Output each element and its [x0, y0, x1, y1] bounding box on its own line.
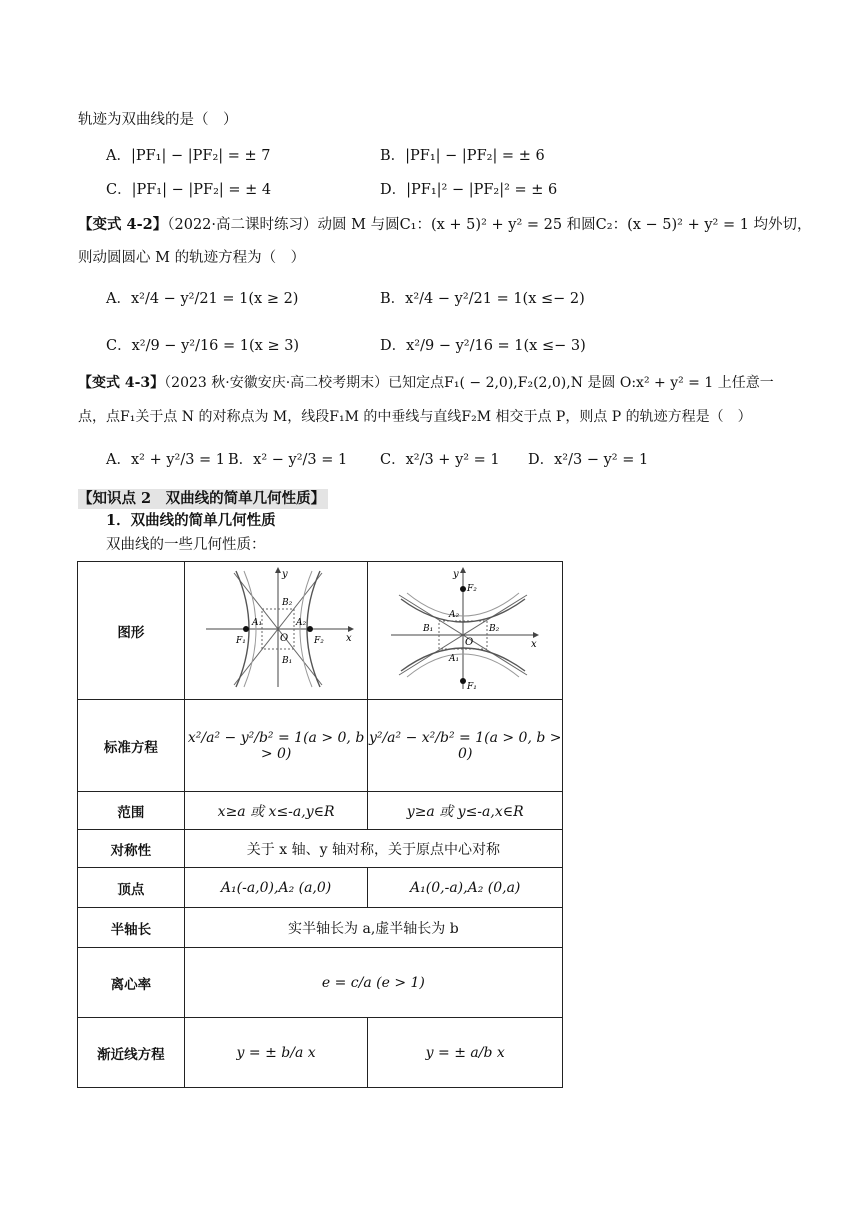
v43-option-a: A．x² + y²/3 = 1: [106, 452, 226, 468]
v43-line1: [78, 373, 774, 393]
row-equation: [78, 700, 563, 792]
row-symmetry-header: 对称性: [78, 830, 185, 868]
range-horizontal: x≥a 或 x≤-a,y∈R: [184, 792, 368, 830]
q4-option-b: B．|PF₁| − |PF₂| = ± 6: [380, 148, 545, 164]
v43-option-b: B．x² − y²/3 = 1: [228, 452, 348, 468]
v42-option-d: D．x²/9 − y²/16 = 1(x ≤− 3): [380, 338, 586, 354]
row-asymptote-header: 渐近线方程: [78, 1018, 185, 1088]
label-a1: A₁: [252, 617, 263, 628]
row-range-header: 范围: [78, 792, 185, 830]
label-f2: F₂: [314, 635, 324, 646]
row-vertex-header: 顶点: [78, 868, 185, 908]
v42-option-a: A．x²/4 − y²/21 = 1(x ≥ 2): [106, 291, 299, 307]
label-a2: A₂: [296, 617, 307, 628]
row-asymptote: [78, 1018, 563, 1088]
v42-line2: 则动圆圆心 M 的轨迹方程为（ ）: [78, 250, 306, 266]
label-o: O: [280, 632, 289, 644]
v43-option-c: C．x²/3 + y² = 1: [380, 452, 500, 468]
label-b1v: B₁: [423, 623, 434, 634]
row-axis: [78, 908, 563, 948]
range-vertical: y≥a 或 y≤-a,x∈R: [368, 792, 563, 830]
label-b1: B₁: [282, 655, 293, 666]
equation-vertical: y²/a² − x²/b² = 1(a > 0, b > 0): [368, 700, 563, 792]
row-eccentricity-header: 离心率: [78, 948, 185, 1018]
label-x2: x: [531, 638, 537, 650]
row-equation-header: 标准方程: [78, 700, 185, 792]
label-f1: F₁: [236, 635, 246, 646]
symmetry-text: 关于 x 轴、y 轴对称，关于原点中心对称: [184, 830, 562, 868]
label-f1v: F₁: [467, 681, 478, 692]
asymptote-horizontal: y = ± b/a x: [184, 1018, 368, 1088]
hyperbola-horizontal-figure: [196, 565, 356, 693]
row-eccentricity: [78, 948, 563, 1018]
label-y2: y: [453, 568, 459, 580]
row-axis-header: 半轴长: [78, 908, 185, 948]
v42-label: 【变式 4-2】: [78, 216, 168, 233]
label-b2v: B₂: [489, 623, 500, 634]
v42-option-c: C．x²/9 − y²/16 = 1(x ≥ 3): [106, 338, 300, 354]
v42-option-b: B．x²/4 − y²/21 = 1(x ≤− 2): [380, 291, 585, 307]
row-symmetry: [78, 830, 563, 868]
graph-y-axis-hyperbola: [368, 562, 563, 700]
graph-x-axis-hyperbola: [184, 562, 368, 700]
label-x: x: [346, 632, 352, 644]
row-range: [78, 792, 563, 830]
v42-line1: [78, 215, 812, 235]
properties-table: [77, 561, 563, 1088]
v43-line2: 点，点F₁关于点 N 的对称点为 M，线段F₁M 的中垂线与直线F₂M 相交于点 P，则点 P 的轨迹方程是（ ）: [78, 409, 752, 425]
row-graph-header: 图形: [78, 562, 185, 700]
section-title: 【知识点 2 双曲线的简单几何性质】: [78, 489, 328, 509]
axis-text: 实半轴长为 a,虚半轴长为 b: [184, 908, 562, 948]
label-b2: B₂: [282, 597, 293, 608]
subsection-title: 1．双曲线的简单几何性质: [106, 512, 276, 529]
q4-option-a: A．|PF₁| − |PF₂| = ± 7: [106, 148, 271, 164]
v43-text1: （2023 秋·安徽安庆·高二校考期末）已知定点F₁( − 2,0),F₂(2,0),N 是圆 O:x² + y² = 1 上任意一: [164, 375, 774, 391]
q4-option-c: C．|PF₁| − |PF₂| = ± 4: [106, 182, 272, 198]
label-a1v: A₁: [449, 653, 460, 664]
label-o2: O: [465, 636, 474, 648]
label-f2v: F₂: [467, 583, 478, 594]
row-vertex: [78, 868, 563, 908]
hyperbola-vertical-figure: [385, 565, 545, 693]
vertex-horizontal: A₁(-a,0),A₂ (a,0): [184, 868, 368, 908]
q4-tail: 轨迹为双曲线的是（ ）: [78, 112, 238, 128]
equation-horizontal: x²/a² − y²/b² = 1(a > 0, b > 0): [184, 700, 368, 792]
vertex-vertical: A₁(0,-a),A₂ (0,a): [368, 868, 563, 908]
v43-label: 【变式 4-3】: [78, 375, 165, 391]
v43-option-d: D．x²/3 − y² = 1: [528, 452, 649, 468]
asymptote-vertical: y = ± a/b x: [368, 1018, 563, 1088]
q4-option-d: D．|PF₁|² − |PF₂|² = ± 6: [380, 182, 558, 198]
label-y: y: [282, 568, 288, 580]
v42-text1: （2022·高二课时练习）动圆 M 与圆C₁：(x + 5)² + y² = 25 和圆C₂：(x − 5)² + y² = 1 均外切，: [167, 217, 812, 233]
intro-text: 双曲线的一些几何性质：: [106, 537, 266, 553]
row-graph: [78, 562, 563, 700]
eccentricity-formula: e = c/a (e > 1): [184, 948, 562, 1018]
label-a2v: A₂: [449, 609, 460, 620]
